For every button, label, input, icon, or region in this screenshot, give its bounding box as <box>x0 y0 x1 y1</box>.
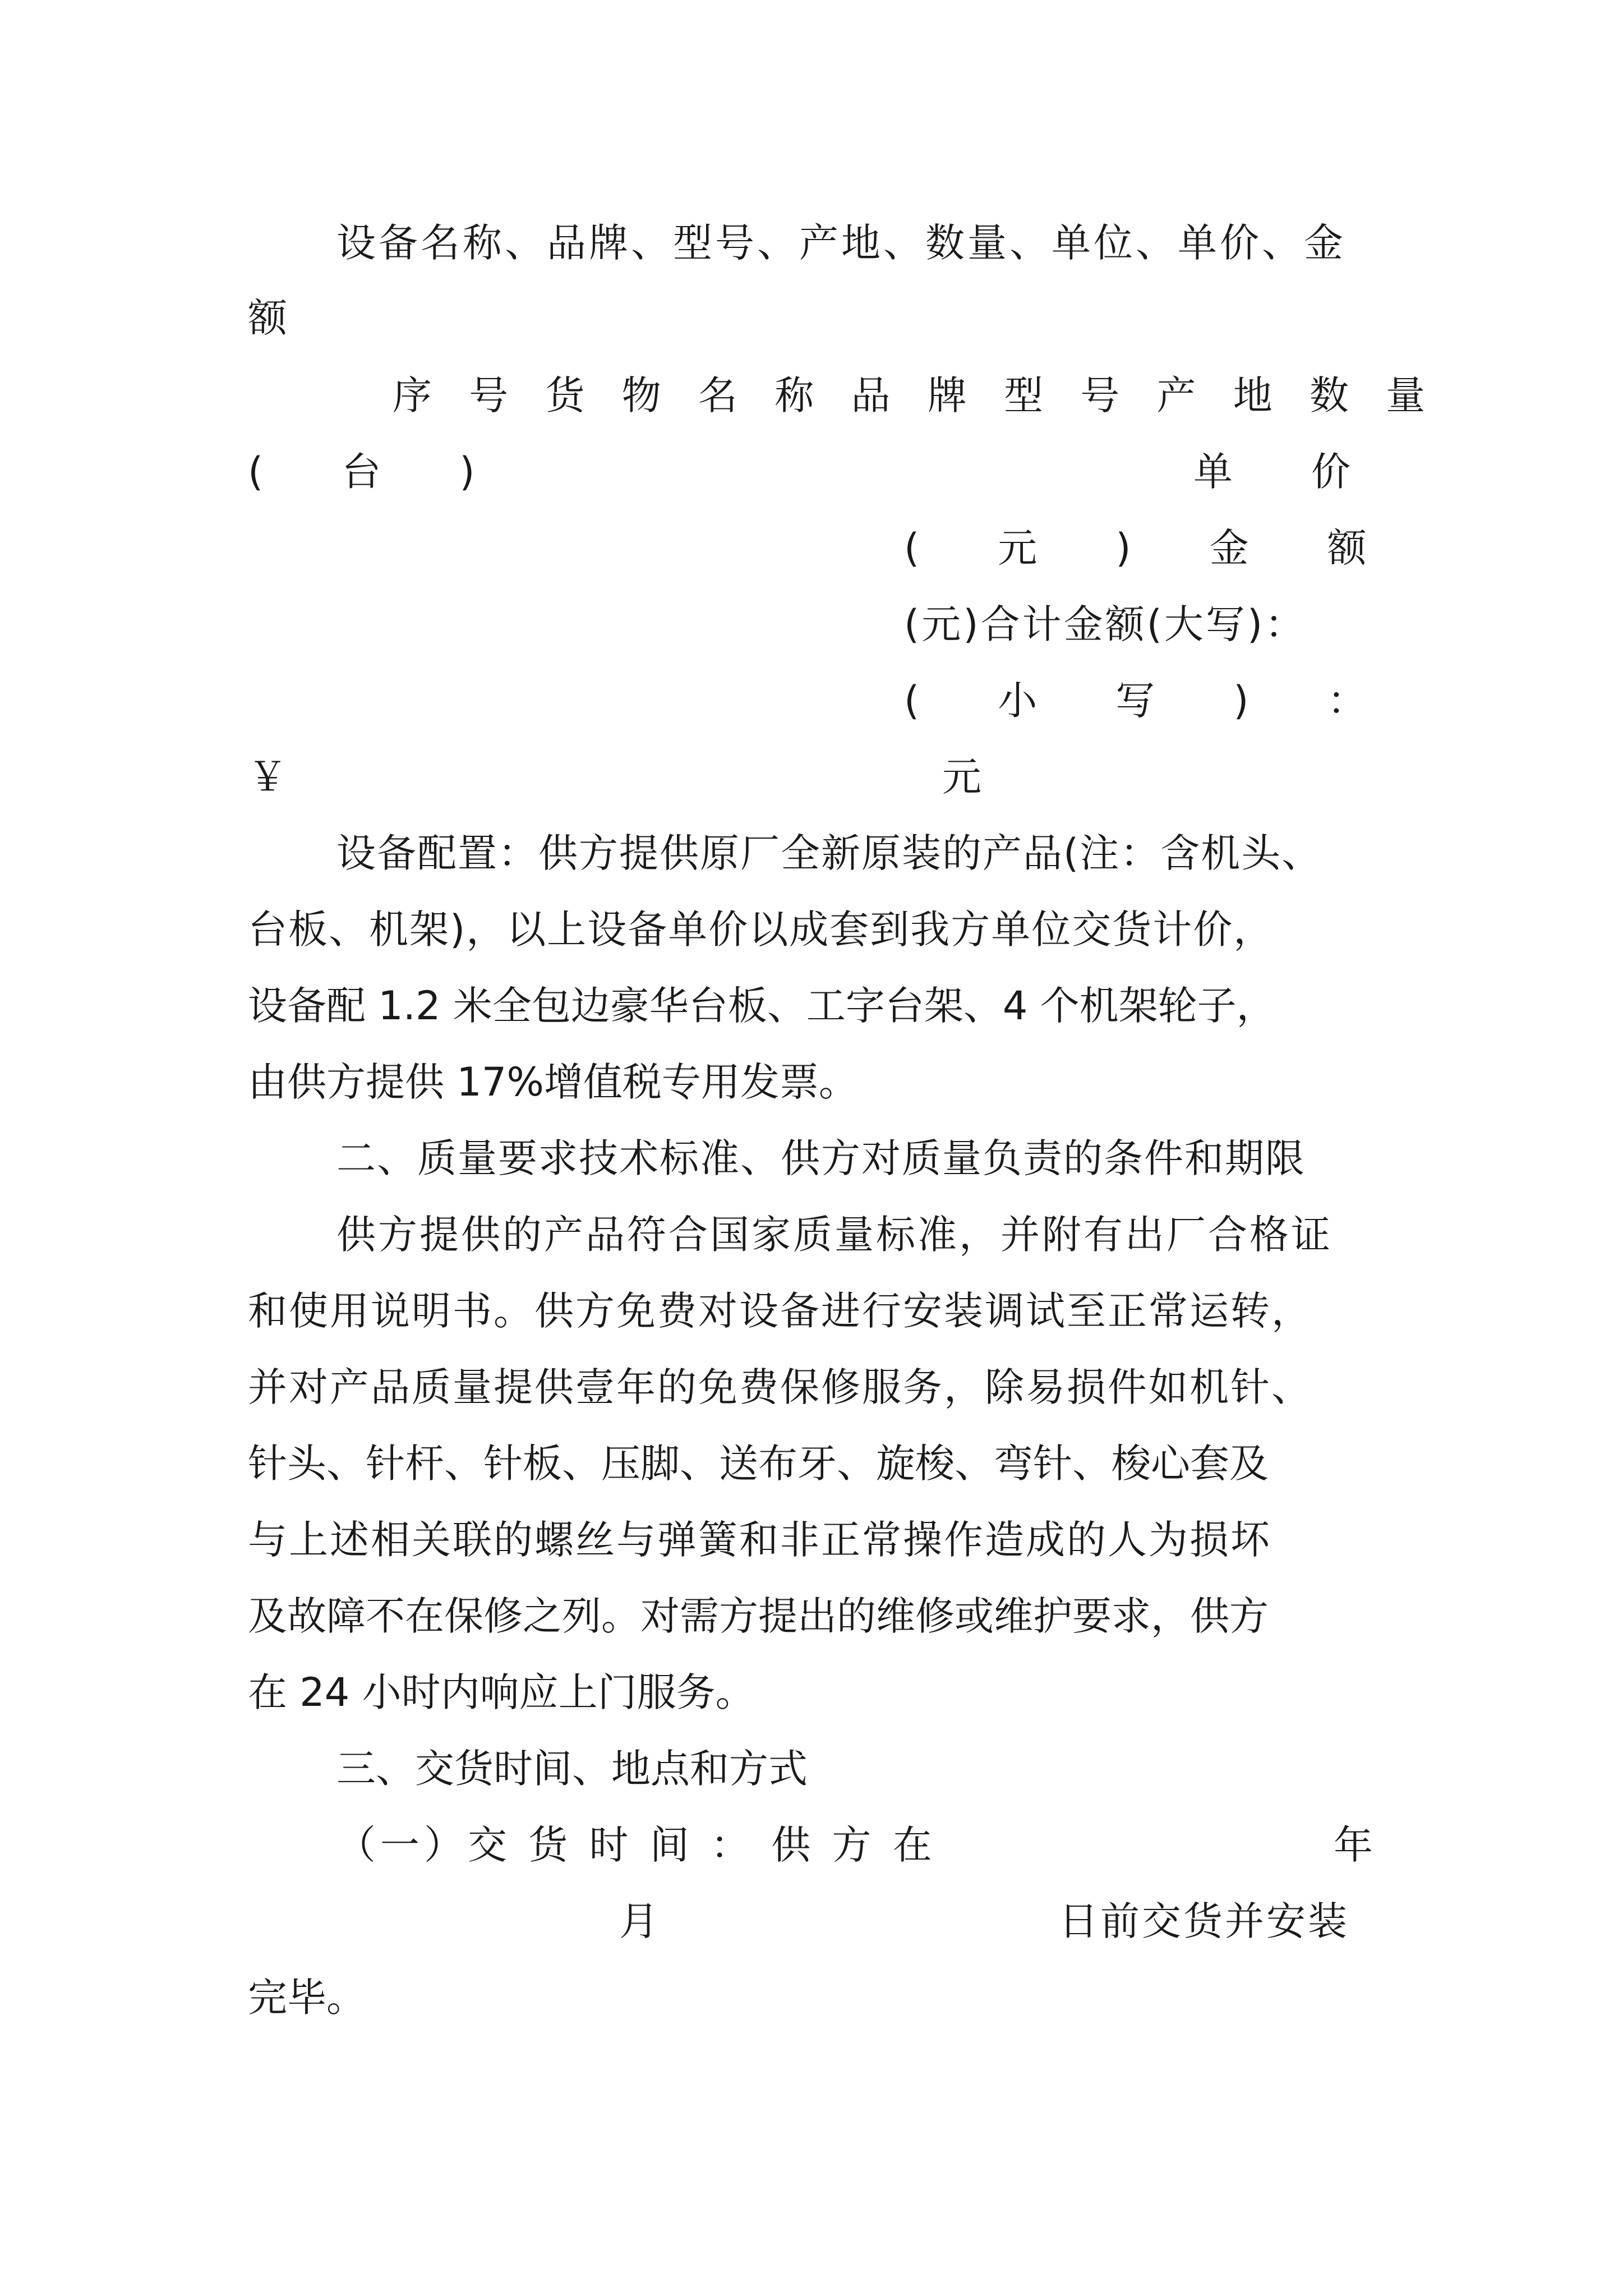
quality-line-5: 与上述相关联的螺丝与弹簧和非正常操作造成的人为损坏 <box>248 1517 1271 1563</box>
quality-line-3: 并对产品质量提供壹年的免费保修服务，除易损件如机针、 <box>248 1364 1312 1410</box>
table-header-row-1: 序 号 货 物 名 称 品 牌 型 号 产 地 数 量 <box>393 372 1438 418</box>
table-header-unit-qty: ( 台 ) <box>248 449 475 495</box>
equipment-header-cont: 额 <box>248 295 287 341</box>
quality-line-4: 针头、针杆、针板、压脚、送布牙、旋梭、弯针、梭心套及 <box>248 1441 1269 1487</box>
delivery-line-1-label: （一）交 货 时 间 ： 供 方 在 <box>336 1822 937 1868</box>
yuan-unit: 元 <box>942 754 981 800</box>
section-3-title: 三、交货时间、地点和方式 <box>336 1746 808 1792</box>
quality-line-6: 及故障不在保修之列。对需方提出的维修或维护要求，供方 <box>248 1593 1269 1639</box>
quality-line-2: 和使用说明书。供方免费对设备进行安装调试至正常运转， <box>248 1288 1312 1334</box>
delivery-month: 月 <box>619 1898 658 1944</box>
table-header-amount: ( 元 ) 金 额 <box>904 525 1367 571</box>
delivery-day-install: 日前交货并安装 <box>1059 1898 1349 1944</box>
table-header-unit-price: 单 价 <box>1193 449 1350 495</box>
table-header-total-figures: ( 小 写 ) ： <box>904 678 1367 724</box>
config-line-4: 由供方提供 17%增值税专用发票。 <box>248 1059 858 1105</box>
quality-line-1: 供方提供的产品符合国家质量标准，并附有出厂合格证 <box>336 1212 1332 1258</box>
equipment-header: 设备名称、品牌、型号、产地、数量、单位、单价、金 <box>336 220 1346 266</box>
config-line-1: 设备配置：供方提供原厂全新原装的产品(注：含机头、 <box>336 830 1322 876</box>
table-header-total-words: (元)合计金额(大写)： <box>904 601 1307 647</box>
delivery-year: 年 <box>1334 1822 1373 1868</box>
section-2-title: 二、质量要求技术标准、供方对质量负责的条件和期限 <box>336 1135 1306 1181</box>
delivery-line-3: 完毕。 <box>248 1975 366 2021</box>
config-line-3: 设备配 1.2 米全包边豪华台板、工字台架、4 个机架轮子， <box>248 983 1276 1029</box>
quality-line-7: 在 24 小时内响应上门服务。 <box>248 1669 755 1715</box>
yen-symbol: ￥ <box>248 754 287 800</box>
config-line-2: 台板、机架)，以上设备单价以成套到我方单位交货计价， <box>248 907 1274 953</box>
